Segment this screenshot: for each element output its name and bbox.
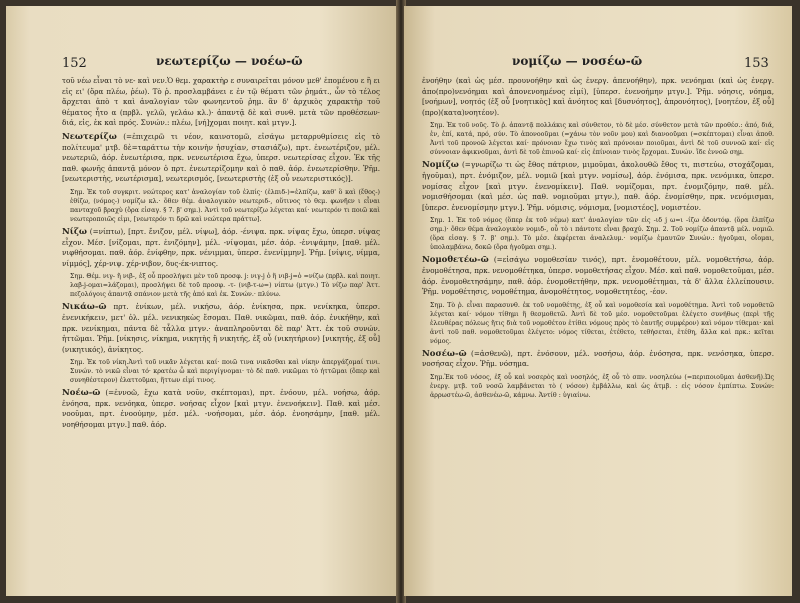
entry-text: (=εἰσάγω νομοθεσίαν τινός), πρτ. ἐνομοθέτουν, μέλ. νομοθετήσω, ἀόρ. ἐνομοθέτησα, πρκ. νενομοθέτηκα, ὑπερσ. νομοθετήσας εἶχον. Μέσ. καὶ παθ. νομοθετοῦμαι, μέσ. ἀόρ. ἐνομοθετησάμην, παθ. ἀόρ. ἐνομοθετήθην, πρκ. νενομοθέτημαι, τὰ δ' ἄλλα ἐλλείπουσιν. Ῥῆμ. νομοθέτησις, νομοθέτημα, ἀνομοθέτητος, νομοθετητέος, -έον. xyxy=(422,255,774,297)
paragraph-text: τοῦ νέω εἶναι τὸ νε- καὶ νεν.Ὁ θεμ. χαρακτὴρ ε συναιρεῖται μόνον μεθ' ἑπομένου ε ἢ ει εἰς ει' (ὅρα πλέω, ῥέω). Τὸ ῥ. προσλαμβάνει ε ἐν τῷ θέματι τῶν ῥημάτ., ὧν τὸ τέλος ἄρχεται ἀπὸ τ καὶ ἀναλογίαν τῶν φωνηεντοῦ ῥημ. ἂν δ' ἀρχικὸς χαρακτὴρ τοῦ θέματος ἦτο α (πρβλ. γελῶ, γελάω κλ.)· ἁπαντᾷ δὲ καὶ συνθ. μετὰ τῶν προθέσεων· διά, εἰς, ἐκ καὶ πρός. Συνών.: πλέω, [νή]χομαι ποιητ. καὶ μτγν.]. xyxy=(62,76,380,128)
note-paragraph xyxy=(62,188,380,224)
note-text: Σημ. Θέμ. νιγ- ἢ νιβ-, ἐξ οὗ προσλήψει μὲν τοῦ προσφ. j: νιγ-j ὁ ἢ νιβ-j=ὁ =νίζω (πρβλ. καὶ ποιητ. λαβ-j-ομαι=λάζομαι), προσλήψει δὲ τοῦ προσφ. -τ- (νιβ-τ-ω=) νίπτω (μτγν.) Τὸ νίζω παρ' Ἀττ. πεζολόγοις ἀπαντᾷ σπάνιον μετὰ τῆς ἀπό καὶ ἐκ. Συνών.· πλύνω. xyxy=(70,273,380,299)
paragraph-text: ἐνοήθην (καὶ ὡς μέσ. προυνοήθην καὶ ὡς ἐνεργ. ἀπενοήθην), πρκ. νενόημαι (καὶ ὡς ἐνεργ. ἀπο(προ)νενόημαι καὶ ἀπονενοημένος εἰμί), [ὑπερσ. ἐνενοήμην μτγν.]. Ῥῆμ. νόησις, νόημα, [νοήμων], νοητός (ἐξ οὗ [νοητικὸς] καὶ ἀνόητος καὶ [δυσνόητος], ἀπρονόητος), [νοητέον, ἐξ οὗ] (προ)(κατα)νοητέον). xyxy=(422,76,774,117)
entry-text: (=νίπτω), [πρτ. ἔνιζον, μέλ. νίψω], ἀόρ. -ένιψα. πρκ. νίψας ἔχω, ὑπερσ. νίψας εἶχον. Μέσ. [νίζομαι, πρτ. ἐνιζόμην], μέλ. -νίψομαι, μέσ. ἀόρ. -ἐνιψάμην, [παθ. μέλ. νιφθήσομαι. παθ. ἀόρ. ἐνίφθην, πρκ. νένιμμαι, ὑπερσ. ἐνενίμμην]. Ῥῆμ. [νίψις, νίμμα, νίμμός], χέρ-νιψ. χέρ-νιβον, δυς-έκ-νιπτος. xyxy=(62,226,380,268)
dictionary-entry xyxy=(62,132,380,185)
entry-text: (=γνωρίζω τι ὡς ἔθος πάτριον, μιμοῦμαι, ἀκολουθῶ ἔθος τι, πιστεύω, στοχάζομαι, ἡγοῦμαι), πρτ. ἐνόμιζον, μέλ. νομιῶ [καὶ μτγν. νομίσω], ἀόρ. ἐνόμισα, πρκ. νενόμικα, ὑπερσ. νομίσας εἶχον [καὶ μτγν. ἐνενομίκειν]. Παθ. νομίζομαι, πρτ. ἐνομιζόμην, παθ. μέλ. νομισθήσομαι (καὶ μέσ. ὡς παθ. νομιοῦμαι μτγν.), παθ. ἀόρ. ἐνομίσθην, πρκ. νενόμισμαι, [ὑπερσ. ἐνενομίσμην μτγν.]. Ῥῆμ. νόμισις, νόμισμα, [νομιστέος], νομιστέον. xyxy=(422,160,774,212)
dictionary-entry xyxy=(62,227,380,269)
right-page xyxy=(404,6,792,596)
left-page-text xyxy=(62,76,380,434)
dictionary-entry xyxy=(422,160,774,213)
note-text: Σημ. Τὸ ῥ. εἶναι παρασυνθ. ἐκ τοῦ νομοθέτης, ἐξ οὗ καὶ νομοθεσία καὶ νομοθέτημα. Ἀντὶ τοῦ νομοθετῶ λέγεται καί· νόμον τίθημι ἢ θεσμοθετῶ. Ἀντὶ δὲ τοῦ μέσ. νομοθετοῦμαι ἐλέγετο συνήθως (περὶ τῆς ἐλευθέρας πόλεως ἥτις διὰ τοῦ νομοθέτου ἐτίθει νόμους πρὸς τὸ ἑαυτῆς συμφέρον) καὶ νόμον τίθεμαι· καὶ ἀντὶ τοῦ παθ. νομοθετοῦμαι ἐλέγετο: νόμος τίθεται, ἐτέθετο, τεθήσεται, ἐτέθη, ἄλλα καὶ πρκ.: κεῖται νόμος. xyxy=(430,301,774,345)
entry-headword: Νοσέω-ῶ xyxy=(422,348,467,359)
dictionary-entry xyxy=(422,255,774,297)
note-text: Σημ. 1. Ἐκ τοῦ νόμος (ὅπερ ἐκ τοῦ νέμω) κατ' ἀναλογίαν τῶν εἰς -ιδ j ω=ι -ίζω ὀδοντόφ. (ὅρα ἐλπίζω σημ.)· ὅθεν θέμα ἀναλογικὸν νομιδ-, οὗ τὸ ι πάντοτε εἶναι βραχύ. Σημ. 2. Τοῦ νομίζω ἀπαντᾷ μέλ. νομιῶ. (ὅρα εἰσαγ. § 7. β' σημ.). Τὸ μέσ. ἐκφέρεται ἀναλελυμ.· νομίζω ἐμαυτῶν Συνών.: ἡγοῦμαι, οἴομαι, ὑπολαμβάνω, δοκῶ (ὅρα ἡγοῦμαι σημ.). xyxy=(430,217,774,252)
note-paragraph xyxy=(422,373,774,400)
dictionary-entry xyxy=(62,388,380,430)
note-text: Σημ.Ἐκ τοῦ νόσος, ἐξ οὗ καὶ νοσερὸς καὶ νοσηλός, ἐξ οὗ τὸ σπν. νοσηλεύω (=περιποιοῦμαι ἀσθενῆ).Ὡς ἐνεργ. μτβ. τοῦ νοσῶ λαμβάνεται τὸ ( νόσον) ἐμβάλλω, καὶ ὡς ἀτμβ. : εἰς νόσον ἐμπίπτω. Συνών: ἀρρωστέω-ῶ, ἀσθενέω-ῶ, κάμνω. Ἀντίθ : ὑγιαίνω. xyxy=(430,373,774,399)
entry-text: (=ἐννοῶ, ἔχω κατὰ νοῦν, σκέπτομαι), πρτ. ἐνόουν, μέλ. νοήσω, ἀόρ. ἐνόησα, πρκ. νενόηκα, ὑπερσ. νοήσας εἶχον [καὶ μτγν. ἐνενοήκειν]. Παθ. καὶ μέσ. νοοῦμαι, πρτ. ἐνοούμην, μέσ. μέλ. -νοήσομαι, μέσ. ἀόρ. ἐνοησάμην, [παθ. μέλ. νοηθήσομαι μτγν.] παθ. ἀόρ. xyxy=(62,388,380,430)
entry-headword: Νομοθετέω-ῶ xyxy=(422,255,489,266)
note-paragraph xyxy=(422,301,774,346)
left-page xyxy=(6,6,398,596)
note-paragraph xyxy=(62,358,380,385)
body-paragraph xyxy=(62,76,380,129)
note-text: Σημ. Ἐκ τοῦ συγκριτ. νεώτερος κατ' ἀναλογίαν τοῦ ἐλπίς· (ἐλπιδ-)=ἐλπίζω, καθ' ὃ καὶ (ἔθος-) ἐθίζω, (νόμος-) νομίζω κλ.· ὅθεν θέμ. ἀναλογικὸν νεωτεριδ-, οὕτινος τὸ θεμ. φωνῆεν ι εἶναι πανταχοῦ βραχὺ (ὅρα εἰσαγ. § 7. β' σημ.). Ἀντὶ τοῦ νεωτερίζω λέγεται καί· νεωτερόν τι ποιῶ καὶ νεωτεροποιῶς εἰμι, [νεωτερόν τι δρῶ καὶ νεώτερα πράττω]. xyxy=(70,188,380,223)
left-running-head: νεωτερίζω — νοέω-ῶ xyxy=(156,54,303,68)
right-running-head: νομίζω — νοσέω-ῶ xyxy=(512,54,643,68)
note-paragraph xyxy=(422,121,774,157)
dictionary-entry xyxy=(422,349,774,370)
left-page-number: 152 xyxy=(62,56,87,71)
note-paragraph xyxy=(62,272,380,299)
entry-headword: Νεωτερίζω xyxy=(62,131,117,142)
dictionary-entry xyxy=(62,302,380,355)
note-text: Σημ. Ἐκ τοῦ νίκη.Ἀντὶ τοῦ νικᾶν λέγεται καί· ποιῶ τινα νικᾶσθαι καὶ νίκην ἀπεργάζομαί τινι. Συνών. τὸ νικῶ εἶναι τό· κρατέω ὧ καὶ περιγίγνομαι· τὸ δὲ παθ. νικῶμαι τὸ ἡττῶμαι (ὅπερ καὶ συνηθέστερον) ἐλαττοῦμαι, ἥττων εἰμί τινος. xyxy=(70,359,380,385)
right-page-text xyxy=(422,76,774,403)
note-text: Σημ. Ἐκ τοῦ νοῦς. Τὸ ῥ. ἀπαντᾷ πολλάκις καὶ σύνθετον, τὸ δὲ μέσ. σύνθετον μετὰ τῶν προθέσ.: ἀπό, διά, ἐν, ἐπί, κατά, πρό, σύν. Τὸ ἀπονοοῦμαι (=χάνω τὸν νοῦν μου) καὶ διανοοῦμαι (=σκέπτομαι) εἶναι ἀποθ. Ἀντὶ τοῦ προνοῶ λέγεται καί· πρόνοιαν ἔχω τινὸς καὶ πρόνοιαν ποιοῦμαι, ἀντὶ δὲ τοῦ συννοῶ καί· εἰς σύννοιαν ἀφικνοῦμαι, ἀντὶ δὲ τοῦ ἐπινοῶ καί· εἰς ἐπίνοιαν τινὸς ἔρχομαι. Συνών. ἴδε ἐννοῶ σημ. xyxy=(430,122,774,157)
note-paragraph xyxy=(422,216,774,252)
entry-headword: Νομίζω xyxy=(422,160,459,171)
entry-text: πρτ. ἐνίκων, μέλ. νικήσω, ἀόρ. ἐνίκησα, πρκ. νενίκηκα, ὑπερσ. ἐνενικήκειν, μετ' ὀλ. μέλ. νενικηκὼς ἔσομαι. Παθ. νικῶμαι, παθ. ἀόρ. ἐνικήθην, καὶ πρκ. νενίκημαι, πάντα δὲ τἆλλα μτγν.· ἀναπληροῦνται δὲ παρ' Ἀττ. ἐκ τοῦ συνών. ἡττῶμαι. Ῥῆμ. [νίκησις, νίκημα, νικητὴς ἢ νικητής, ἐξ οὗ (νικητήριον) [νικητής, ἐξ οὗ] (νικητικός), ἀνίκητος. xyxy=(62,302,380,354)
entry-headword: Νικάω-ῶ xyxy=(62,302,107,313)
entry-text: (=ἐπιχειρῶ τι νέον, καινοτομῶ, εἰσάγω μεταρρυθμίσεις εἰς τὸ πολίτευμα' μτβ. δὲ=ταράττω τὴν κοινὴν ἡσυχίαν, στασιάζω), πρτ. ἐνεωτέριζον, μέλ. νεωτεριῶ, ἀόρ. ἐνεωτέρισα, πρκ. νενεωτέρισα ἔχω, ὑπερσ. νεωτερίσας εἶχον. Ἐκ τῆς παθ. φωνῆς ἀπαντᾷ μόνον ὁ πρτ. ἐνεωτερίζομην καὶ ὁ παθ. ἀόρ. ἐνεωτερίσθην. Ῥῆμ. [νεωτεριστὴς, νεωτέρισμα], νεωτερισμός, [νεωτεριστὴς (ἐξ οὗ νεωτεριστικός)]. xyxy=(62,131,380,184)
body-paragraph xyxy=(422,76,774,118)
entry-headword: Νοέω-ῶ xyxy=(62,388,101,399)
right-page-number: 153 xyxy=(744,56,769,71)
entry-text: (=ἀσθενῶ), πρτ. ἐνόσουν, μέλ. νοσήσω, ἀόρ. ἐνόσησα, πρκ. νενόσηκα, ὑπερσ. νοσήσας εἶχον. Ῥῆμ. νόσημα. xyxy=(422,348,774,369)
entry-headword: Νίζω xyxy=(62,226,88,237)
